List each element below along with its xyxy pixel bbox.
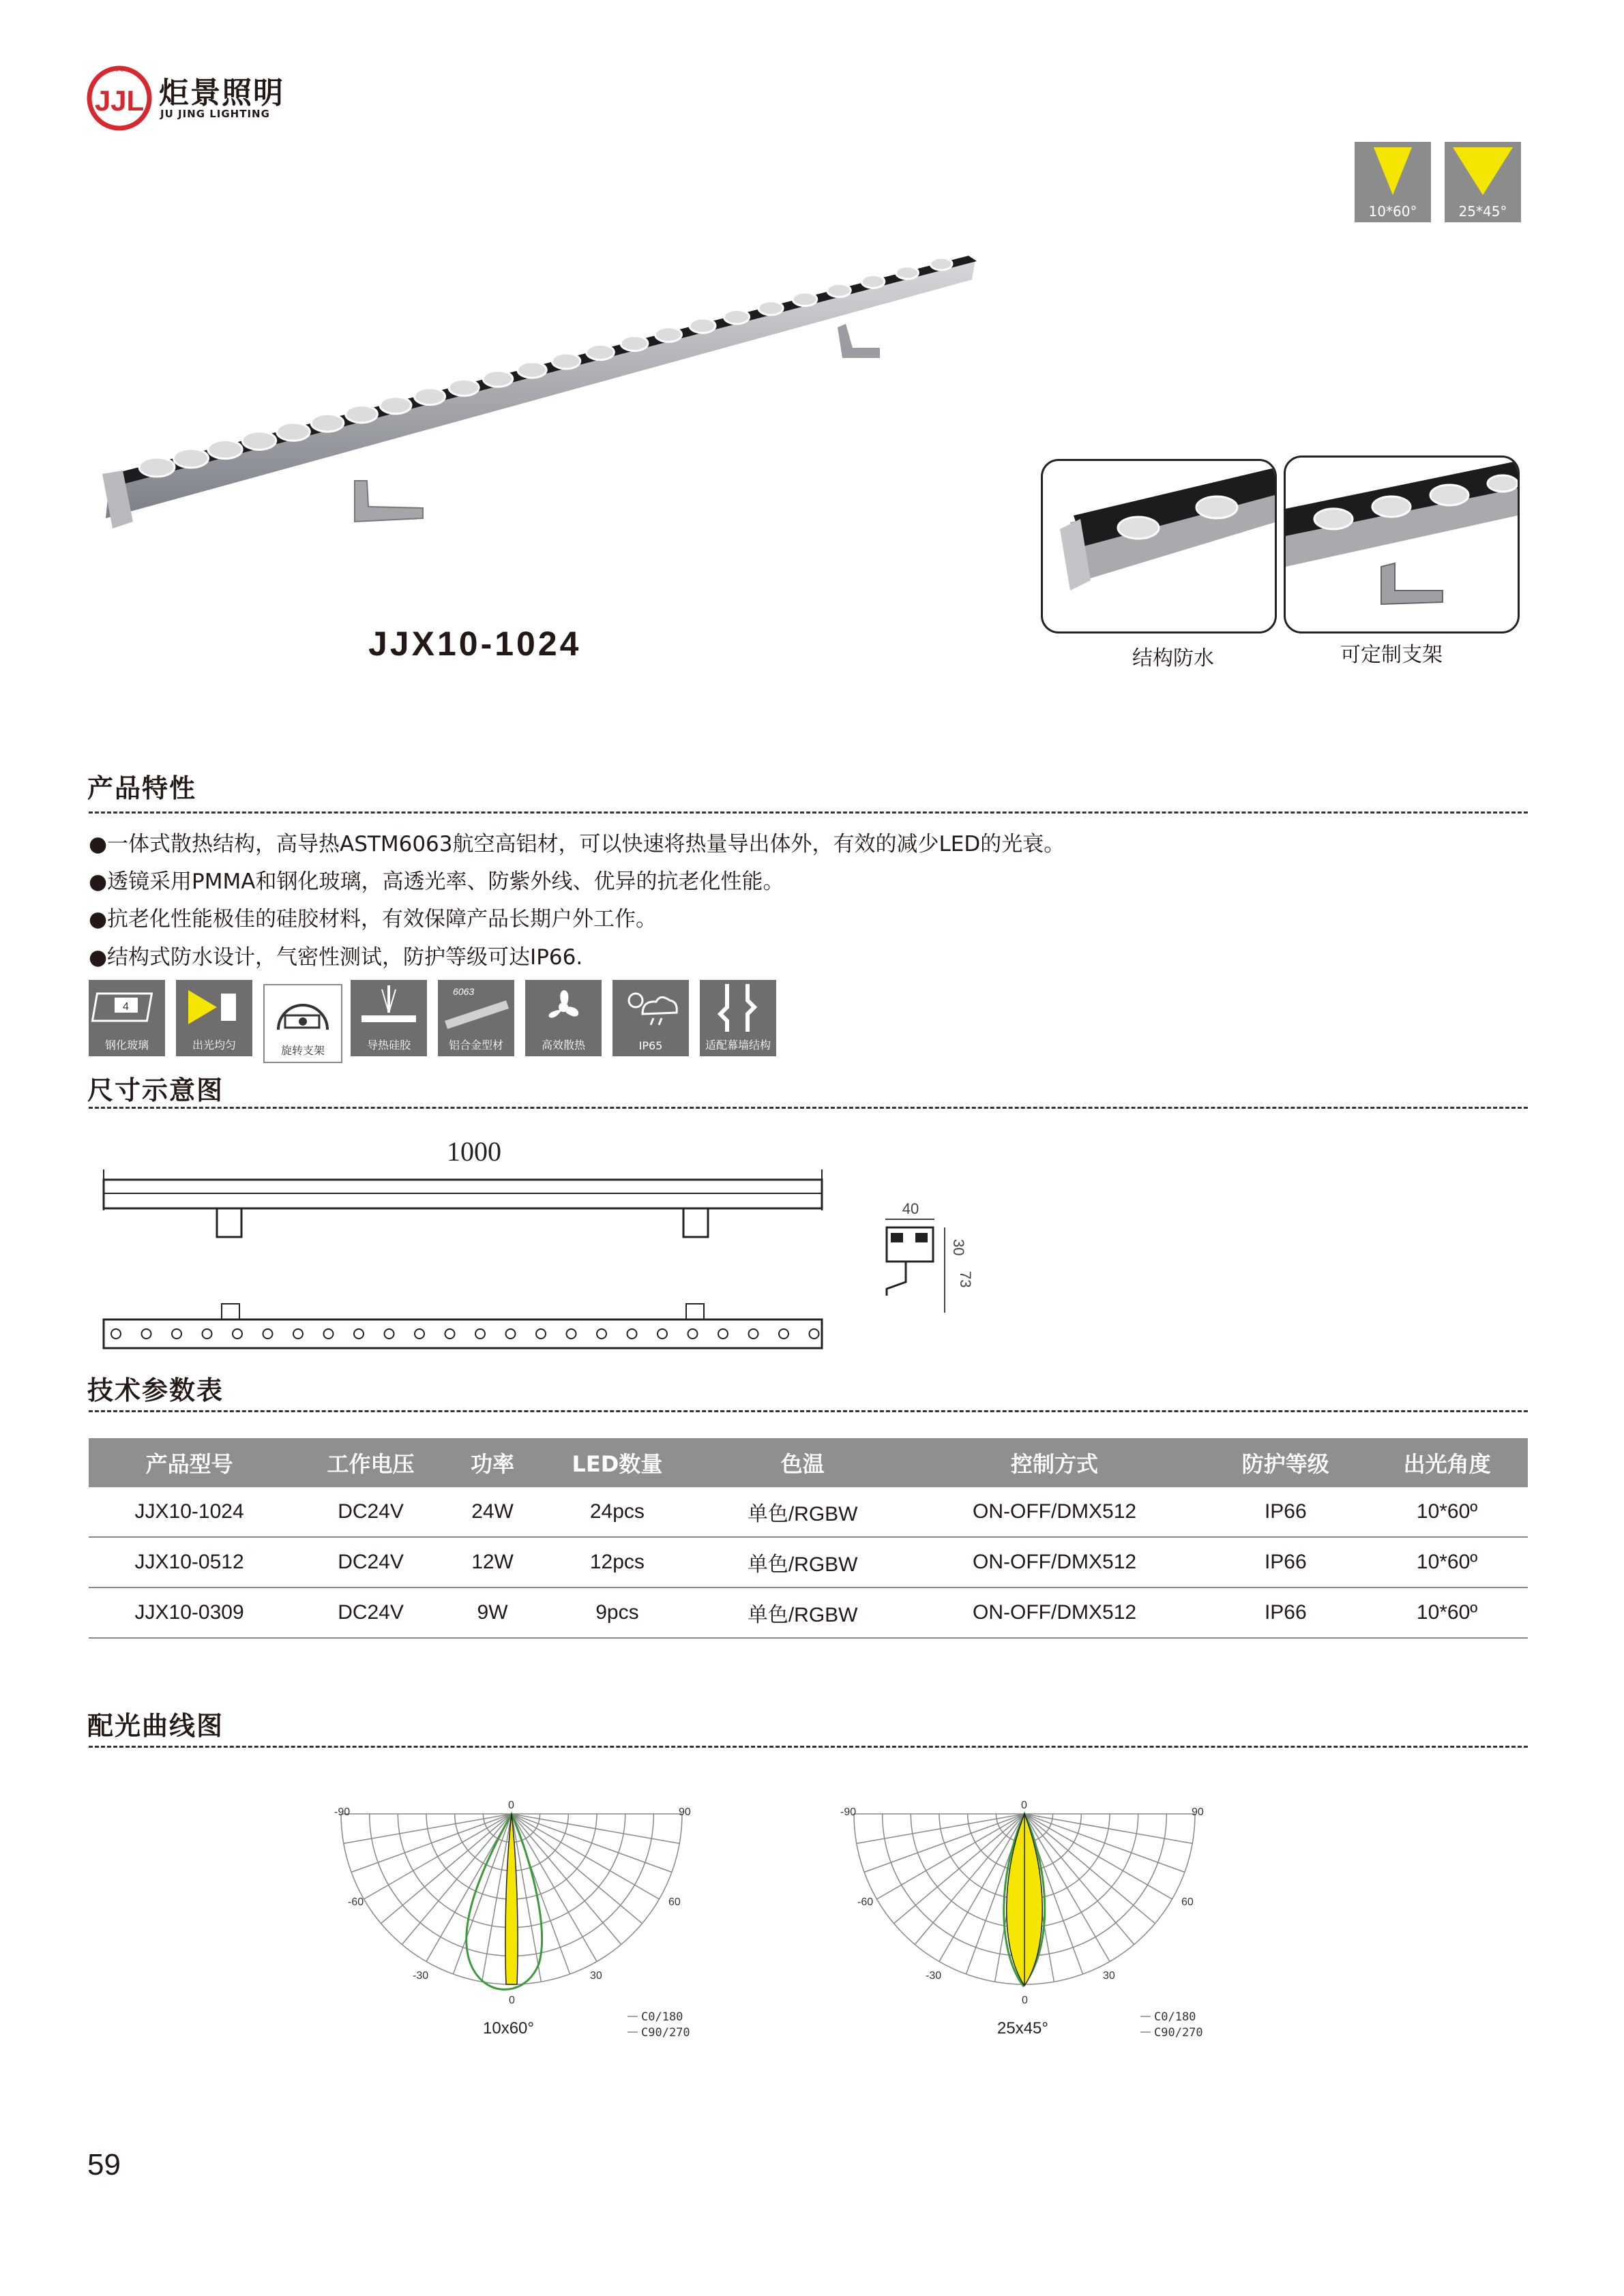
led-lens bbox=[896, 267, 919, 279]
polar-chart-1 bbox=[314, 1793, 737, 2053]
led-lens bbox=[690, 318, 715, 333]
cell: DC24V bbox=[290, 1537, 452, 1587]
cell: 12W bbox=[452, 1537, 533, 1587]
height-label: 30 bbox=[950, 1239, 967, 1256]
led-lens bbox=[414, 388, 445, 405]
led-lens bbox=[793, 293, 816, 306]
even-light-icon bbox=[176, 980, 252, 1056]
led-dot bbox=[749, 1329, 758, 1339]
led-lens bbox=[311, 414, 344, 432]
icon-label: 旋转支架 bbox=[280, 1044, 325, 1057]
logo-icon bbox=[85, 63, 153, 131]
led-dot bbox=[628, 1329, 637, 1339]
cell: 12pcs bbox=[533, 1537, 701, 1587]
led-lens bbox=[518, 362, 546, 378]
svg-text:JJL: JJL bbox=[94, 85, 145, 117]
beam-cone-icon bbox=[1355, 142, 1431, 203]
feature-item: ●一体式散热结构，高导热ASTM6063航空高铝材，可以快速将热量导出体外，有效的减少LED的光衰。 bbox=[89, 832, 1065, 856]
led-dot bbox=[111, 1329, 121, 1339]
led-lenses bbox=[139, 258, 952, 477]
tick-label: 90 bbox=[1192, 1806, 1204, 1818]
feature-item: ●结构式防水设计，气密性测试，防护等级可达IP66. bbox=[89, 945, 583, 970]
led-lens bbox=[724, 310, 749, 324]
curtain-wall-icon bbox=[700, 980, 776, 1056]
feature-item: ●抗老化性能极佳的硅胶材料，有效保障产品长期户外工作。 bbox=[89, 907, 658, 931]
rotating-bracket-icon bbox=[263, 984, 342, 1063]
led-dot bbox=[415, 1329, 424, 1339]
led-dot bbox=[597, 1329, 606, 1339]
col-header: 防护等级 bbox=[1205, 1438, 1366, 1487]
detail-caption-waterproof: 结构防水 bbox=[1132, 646, 1214, 670]
product-model: JJX10-1024 bbox=[368, 625, 582, 663]
specs-title: 技术参数表 bbox=[87, 1375, 224, 1405]
cell: 9pcs bbox=[533, 1587, 701, 1638]
cell: 单色/RGBW bbox=[701, 1587, 904, 1638]
length-label: 1000 bbox=[447, 1136, 501, 1167]
tick-label: 60 bbox=[1181, 1896, 1194, 1908]
tick-label: 30 bbox=[1103, 1970, 1115, 1982]
led-lens bbox=[449, 379, 479, 396]
col-header: 工作电压 bbox=[290, 1438, 452, 1487]
icon-label: 高效散热 bbox=[541, 1039, 585, 1052]
brand-name-en: JU JING LIGHTING bbox=[160, 108, 270, 120]
led-dot bbox=[810, 1329, 819, 1339]
tick-label: 0 bbox=[508, 1800, 514, 1811]
led-lens bbox=[483, 371, 512, 387]
led-dot bbox=[658, 1329, 667, 1339]
beam-cone-icon bbox=[1445, 142, 1521, 203]
col-header: 产品型号 bbox=[89, 1438, 290, 1487]
led-lens bbox=[655, 327, 682, 342]
cell: 单色/RGBW bbox=[701, 1537, 904, 1587]
led-dot bbox=[203, 1329, 212, 1339]
beam-badge-narrow bbox=[1355, 142, 1431, 222]
divider bbox=[89, 811, 1528, 814]
col-header: 出光角度 bbox=[1366, 1438, 1528, 1487]
cell: JJX10-0309 bbox=[89, 1587, 290, 1638]
icon-label: 铝合金型材 bbox=[448, 1039, 503, 1052]
led-lens bbox=[827, 284, 851, 297]
legend-item: C0/180 bbox=[641, 2010, 683, 2024]
cell: JJX10-1024 bbox=[89, 1487, 290, 1537]
led-dot bbox=[688, 1329, 698, 1339]
cell: IP66 bbox=[1205, 1487, 1366, 1537]
fan-icon bbox=[525, 980, 602, 1056]
tick-label: 0 bbox=[1022, 1995, 1028, 2006]
tick-label: -30 bbox=[926, 1970, 942, 1982]
features-title: 产品特性 bbox=[87, 773, 197, 803]
tick-label: 0 bbox=[509, 1995, 515, 2006]
cell: IP66 bbox=[1205, 1537, 1366, 1587]
detail-image-waterproof bbox=[1041, 459, 1277, 633]
led-lens bbox=[758, 301, 783, 315]
icon-label: 钢化玻璃 bbox=[104, 1039, 149, 1052]
cell: 10*60º bbox=[1366, 1537, 1528, 1587]
table-row bbox=[89, 1537, 1528, 1587]
col-header: LED数量 bbox=[533, 1438, 701, 1487]
cell: DC24V bbox=[290, 1487, 452, 1537]
led-lens bbox=[346, 406, 378, 423]
cell: IP66 bbox=[1205, 1587, 1366, 1638]
tick-label: -90 bbox=[334, 1806, 351, 1818]
led-lens bbox=[552, 353, 580, 369]
detail-image-bracket bbox=[1284, 456, 1520, 633]
led-dot bbox=[567, 1329, 576, 1339]
chart-label: 10x60° bbox=[483, 2019, 534, 2038]
tick-label: 0 bbox=[1021, 1800, 1027, 1811]
product-image bbox=[95, 249, 982, 590]
tick-label: 90 bbox=[679, 1806, 691, 1818]
led-dot bbox=[536, 1329, 546, 1339]
cell: DC24V bbox=[290, 1587, 452, 1638]
total-height-label: 73 bbox=[957, 1271, 974, 1288]
beam-badge-label: 10*60° bbox=[1368, 203, 1417, 220]
table-header-row bbox=[89, 1438, 1528, 1487]
tick-label: -30 bbox=[413, 1970, 429, 1982]
icon-label: 出光均匀 bbox=[192, 1039, 236, 1052]
table-row bbox=[89, 1487, 1528, 1537]
detail-caption-bracket: 可定制支架 bbox=[1340, 643, 1443, 667]
legend-item: C90/270 bbox=[1154, 2026, 1203, 2040]
cell: ON-OFF/DMX512 bbox=[904, 1487, 1205, 1537]
icon-label: 适配幕墙结构 bbox=[705, 1039, 771, 1052]
page-number: 59 bbox=[87, 2148, 121, 2181]
led-lens bbox=[173, 449, 208, 468]
led-dot bbox=[233, 1329, 242, 1339]
led-dot bbox=[142, 1329, 151, 1339]
cell: 24pcs bbox=[533, 1487, 701, 1537]
chart-label: 25x45° bbox=[997, 2019, 1048, 2038]
tick-label: -60 bbox=[348, 1896, 364, 1908]
cell: 单色/RGBW bbox=[701, 1487, 904, 1537]
led-lens bbox=[242, 432, 276, 450]
led-dot bbox=[718, 1329, 728, 1339]
cell: ON-OFF/DMX512 bbox=[904, 1537, 1205, 1587]
feature-item: ●透镜采用PMMA和钢化玻璃，高透光率、防紫外线、优异的抗老化性能。 bbox=[89, 869, 784, 894]
led-dot bbox=[506, 1329, 516, 1339]
led-dot bbox=[354, 1329, 364, 1339]
col-header: 色温 bbox=[701, 1438, 904, 1487]
svg-text:4: 4 bbox=[123, 1001, 129, 1013]
col-header: 功率 bbox=[452, 1438, 533, 1487]
table-row bbox=[89, 1587, 1528, 1638]
led-dot bbox=[172, 1329, 181, 1339]
legend-item: C0/180 bbox=[1154, 2010, 1196, 2024]
led-lens bbox=[587, 344, 615, 359]
curve-c90 bbox=[467, 1814, 542, 1990]
beam-badge-label: 25*45° bbox=[1458, 203, 1507, 220]
aluminum-profile-icon bbox=[438, 980, 514, 1056]
curves-title: 配光曲线图 bbox=[87, 1711, 224, 1741]
polar-chart-2 bbox=[827, 1793, 1250, 2053]
tempered-glass-icon bbox=[89, 980, 165, 1056]
led-dots bbox=[111, 1329, 819, 1339]
ip65-weather-icon bbox=[612, 980, 689, 1056]
led-dot bbox=[475, 1329, 485, 1339]
led-lens bbox=[930, 258, 952, 270]
legend-item: C90/270 bbox=[641, 2026, 690, 2040]
spec-table bbox=[89, 1438, 1528, 1639]
led-lens bbox=[861, 275, 885, 288]
led-lens bbox=[277, 423, 310, 441]
beam-badge-wide bbox=[1445, 142, 1521, 222]
divider bbox=[89, 1746, 1528, 1748]
cell: 10*60º bbox=[1366, 1487, 1528, 1537]
col-header: 控制方式 bbox=[904, 1438, 1205, 1487]
cell: 10*60º bbox=[1366, 1587, 1528, 1638]
led-dot bbox=[324, 1329, 334, 1339]
led-dot bbox=[445, 1329, 455, 1339]
cell: 9W bbox=[452, 1587, 533, 1638]
led-lens bbox=[621, 336, 648, 351]
tick-label: 30 bbox=[590, 1970, 602, 1982]
led-dot bbox=[779, 1329, 788, 1339]
led-dot bbox=[385, 1329, 394, 1339]
thermal-silicone-icon bbox=[351, 980, 427, 1056]
dimension-drawing-section bbox=[866, 1193, 989, 1316]
divider bbox=[89, 1410, 1528, 1412]
icon-label: IP65 bbox=[638, 1039, 663, 1052]
tick-label: -60 bbox=[857, 1896, 874, 1908]
led-lens bbox=[380, 397, 411, 414]
dimensions-title: 尺寸示意图 bbox=[87, 1075, 224, 1105]
cell: 24W bbox=[452, 1487, 533, 1537]
brand-logo bbox=[85, 63, 310, 131]
width-label: 40 bbox=[902, 1200, 919, 1217]
led-dot bbox=[263, 1329, 273, 1339]
cell: JJX10-0512 bbox=[89, 1537, 290, 1587]
divider bbox=[89, 1107, 1528, 1109]
icon-label: 导热硅胶 bbox=[366, 1039, 411, 1052]
dimension-drawing-side bbox=[95, 1132, 846, 1357]
cell: ON-OFF/DMX512 bbox=[904, 1587, 1205, 1638]
led-lens bbox=[208, 441, 242, 459]
tick-label: 60 bbox=[668, 1896, 681, 1908]
led-lens bbox=[139, 458, 175, 477]
brand-name-cn: 炬景照明 bbox=[159, 76, 284, 110]
led-dot bbox=[293, 1329, 303, 1339]
tick-label: -90 bbox=[840, 1806, 857, 1818]
svg-text:6063: 6063 bbox=[453, 986, 475, 997]
